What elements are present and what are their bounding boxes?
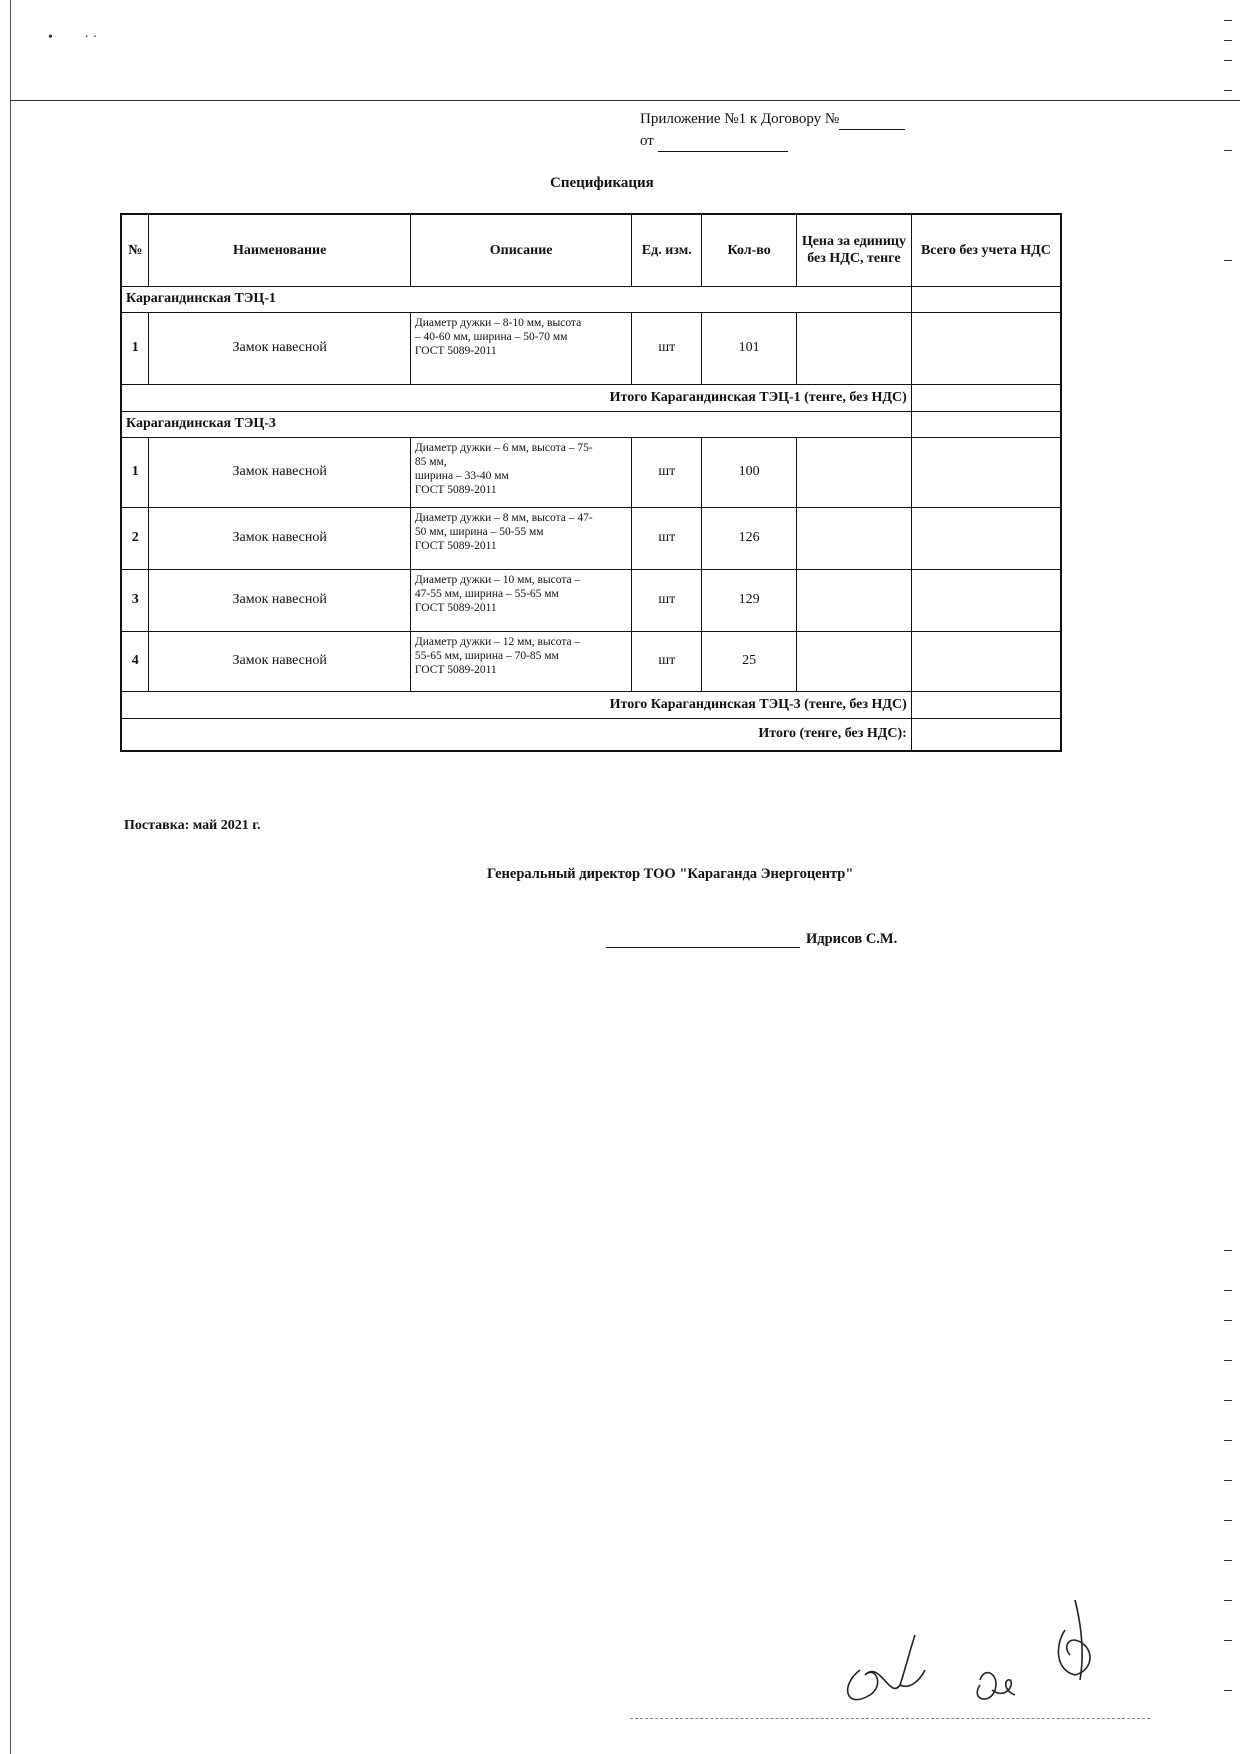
table-row (121, 437, 1061, 507)
item-name: Замок навесной (149, 507, 410, 569)
scan-edge-mark (1224, 150, 1232, 151)
table-row (121, 312, 1061, 384)
specification-table (120, 213, 1062, 752)
table-row (121, 631, 1061, 691)
description-line: Диаметр дужки – 8 мм, высота – 47- (414, 511, 593, 524)
item-unit-price (797, 569, 912, 631)
row-number: 1 (121, 437, 149, 507)
item-description (410, 437, 631, 507)
scan-edge-mark (1224, 260, 1232, 261)
description-line: ширина – 33-40 мм (414, 469, 509, 482)
table-header-row (121, 214, 1061, 286)
description-line: Диаметр дужки – 12 мм, высота – (414, 635, 581, 648)
scan-edge-mark (1224, 1520, 1232, 1521)
section-name: Карагандинская ТЭЦ-3 (121, 411, 911, 437)
grand-total-value (911, 718, 1061, 751)
item-total (911, 507, 1061, 569)
item-qty: 101 (702, 312, 797, 384)
handwritten-initials (830, 1590, 1120, 1710)
item-name: Замок навесной (149, 569, 410, 631)
description-line: Диаметр дужки – 10 мм, высота – (414, 573, 581, 586)
section-row (121, 286, 1061, 312)
appendix-header (640, 108, 905, 152)
item-total (911, 312, 1061, 384)
scan-specks: • · · (48, 30, 98, 45)
item-qty: 100 (702, 437, 797, 507)
scan-edge-mark (1224, 60, 1232, 61)
item-total (911, 631, 1061, 691)
col-header-total: Всего без учета НДС (911, 214, 1061, 286)
item-total (911, 569, 1061, 631)
item-qty: 126 (702, 507, 797, 569)
item-unit-price (797, 507, 912, 569)
scan-border-left (10, 0, 11, 1754)
col-header-no: № (121, 214, 149, 286)
col-header-unit-price: Цена за единицу без НДС, тенге (797, 214, 912, 286)
section-total-label: Итого Карагандинская ТЭЦ-1 (тенге, без НДС) (121, 384, 911, 411)
section-name: Карагандинская ТЭЦ-1 (121, 286, 911, 312)
section-total-row (121, 691, 1061, 718)
description-line: ГОСТ 5089-2011 (414, 483, 497, 496)
appendix-line-1: Приложение №1 к Договору № (640, 111, 840, 127)
table-row (121, 569, 1061, 631)
item-description (410, 569, 631, 631)
document-title: Спецификация (550, 175, 654, 191)
signature-line (606, 947, 800, 948)
scan-edge-mark (1224, 40, 1232, 41)
appendix-line-2: от (640, 133, 654, 149)
row-number: 1 (121, 312, 149, 384)
section-total-value (911, 691, 1061, 718)
col-header-qty: Кол-во (702, 214, 797, 286)
item-total (911, 437, 1061, 507)
description-line: Диаметр дужки – 6 мм, высота – 75- (414, 441, 593, 454)
item-unit: шт (632, 569, 702, 631)
item-name: Замок навесной (149, 312, 410, 384)
scan-edge-mark (1224, 1400, 1232, 1401)
scan-border-top (10, 100, 1240, 101)
description-line: ГОСТ 5089-2011 (414, 601, 497, 614)
signer-name: Идрисов С.М. (806, 931, 898, 947)
contract-number-blank (839, 129, 905, 130)
scan-edge-mark (1224, 1690, 1232, 1691)
description-line: ГОСТ 5089-2011 (414, 663, 497, 676)
description-line: 85 мм, (414, 455, 447, 468)
description-line: ГОСТ 5089-2011 (414, 539, 497, 552)
item-name: Замок навесной (149, 437, 410, 507)
description-line: Диаметр дужки – 8-10 мм, высота (414, 316, 582, 329)
scan-edge-mark (1224, 1480, 1232, 1481)
col-header-name: Наименование (149, 214, 410, 286)
scan-edge-mark (1224, 1360, 1232, 1361)
item-unit-price (797, 312, 912, 384)
item-description (410, 631, 631, 691)
row-number: 2 (121, 507, 149, 569)
director-title: Генеральный директор ТОО "Караганда Энергоцентр" (487, 866, 854, 882)
section-total-label: Итого Карагандинская ТЭЦ-3 (тенге, без НДС) (121, 691, 911, 718)
scan-edge-mark (1224, 1560, 1232, 1561)
grand-total-label: Итого (тенге, без НДС): (121, 718, 911, 751)
description-line: – 40-60 мм, ширина – 50-70 мм (414, 330, 568, 343)
grand-total-row (121, 718, 1061, 751)
item-description (410, 312, 631, 384)
item-unit: шт (632, 507, 702, 569)
scan-edge-mark (1224, 1250, 1232, 1251)
col-header-unit: Ед. изм. (632, 214, 702, 286)
item-qty: 129 (702, 569, 797, 631)
row-number: 4 (121, 631, 149, 691)
item-unit: шт (632, 312, 702, 384)
delivery-note: Поставка: май 2021 г. (124, 818, 261, 833)
section-total-cell (911, 286, 1061, 312)
scan-edge-mark (1224, 1290, 1232, 1291)
item-description (410, 507, 631, 569)
scan-edge-mark (1224, 1320, 1232, 1321)
scan-edge-mark (1224, 90, 1232, 91)
item-unit: шт (632, 437, 702, 507)
description-line: 55-65 мм, ширина – 70-85 мм (414, 649, 559, 662)
col-header-description: Описание (410, 214, 631, 286)
item-unit-price (797, 437, 912, 507)
scan-edge-mark (1224, 20, 1232, 21)
contract-date-blank (658, 151, 788, 152)
item-qty: 25 (702, 631, 797, 691)
row-number: 3 (121, 569, 149, 631)
description-line: 47-55 мм, ширина – 55-65 мм (414, 587, 559, 600)
item-unit: шт (632, 631, 702, 691)
description-line: 50 мм, ширина – 50-55 мм (414, 525, 544, 538)
table-row (121, 507, 1061, 569)
section-row (121, 411, 1061, 437)
scan-bottom-dashes (630, 1718, 1150, 1720)
section-total-cell (911, 411, 1061, 437)
section-total-row (121, 384, 1061, 411)
description-line: ГОСТ 5089-2011 (414, 344, 497, 357)
scan-edge-mark (1224, 1600, 1232, 1601)
section-total-value (911, 384, 1061, 411)
scan-edge-mark (1224, 1440, 1232, 1441)
scan-edge-mark (1224, 1640, 1232, 1641)
item-unit-price (797, 631, 912, 691)
item-name: Замок навесной (149, 631, 410, 691)
